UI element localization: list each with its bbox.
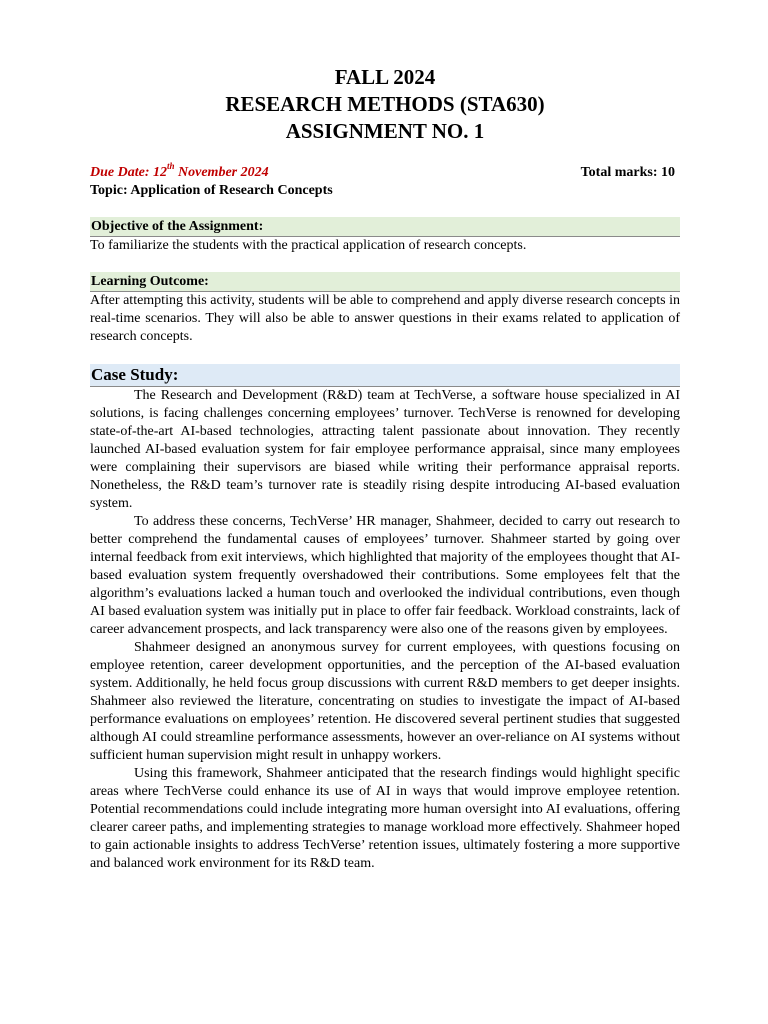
learning-outcome-text: After attempting this activity, students will be able to comprehend and apply diverse research concepts in real-time scenarios. They will also be able to answer questions in their exams related to application of research concepts.	[90, 293, 680, 344]
case-study-heading: Case Study:	[90, 364, 680, 387]
due-date	[90, 161, 269, 182]
course-title: RESEARCH METHODS (STA630)	[225, 92, 545, 116]
semester-title: FALL 2024	[334, 65, 436, 89]
meta-row	[90, 161, 680, 182]
total-marks: Total marks: 10	[580, 165, 675, 180]
case-study-paragraph-2: To address these concerns, TechVerse’ HR manager, Shahmeer, decided to carry out research to better comprehend the fundamental causes of employees’ turnover. Shahmeer started by going over internal feedback from exit interviews, which highlighted that majority of the employees thought that AI-based evaluation system frequently overshadowed their contributions. Some employees felt that the algorithm’s evaluations lacked a human touch and overlooked the individual contributions, even though AI based evaluation system was initially put in place to offer fair feedback. Workload constraints, lack of career advancement prospects, and lack transparency were also one of the reasons given by employees.	[90, 514, 680, 637]
case-study-paragraph-1: The Research and Development (R&D) team at TechVerse, a software house specialized in AI solutions, is facing challenges concerning employees’ turnover. TechVerse is renowned for developing state-of-the-art AI-based technologies, attracting talent passionate about innovation. They recently launched AI-based evaluation system for fair employee performance appraisal, since many employees were complaining their supervisors are biased while writing their performance appraisal reports. Nonetheless, the R&D team’s turnover rate is steadily rising despite introducing AI-based evaluation system.	[90, 388, 680, 511]
due-date-prefix: Due Date: 12	[90, 165, 167, 180]
due-date-sup: th	[167, 161, 175, 172]
assignment-title: ASSIGNMENT NO. 1	[285, 119, 485, 143]
learning-outcome-heading: Learning Outcome:	[90, 272, 680, 292]
case-study-paragraph-3: Shahmeer designed an anonymous survey for current employees, with questions focusing on employee retention, career development opportunities, and the perception of the AI-based evaluation system. Additionally, he held focus group discussions with current R&D members to get deeper insights. Shahmeer also reviewed the literature, concentrating on studies to investigate the impact of AI-based performance evaluations on employees’ retention. He discovered several pertinent studies that suggested although AI could streamline performance assessments, however an over-reliance on AI systems without sufficient human supervision might result in unhappy workers.	[90, 640, 680, 763]
title-block	[90, 64, 680, 145]
due-date-suffix: November 2024	[174, 165, 269, 180]
assignment-page	[90, 64, 680, 873]
topic: Topic: Application of Research Concepts	[90, 183, 333, 198]
objective-text: To familiarize the students with the practical application of research concepts.	[90, 238, 527, 253]
case-study-paragraph-4: Using this framework, Shahmeer anticipated that the research findings would highlight specific areas where TechVerse could enhance its use of AI in ways that would improve employee retention. Potential recommendations could include integrating more human oversight into AI evaluations, offering clearer career paths, and implementing strategies to manage workload more effectively. Shahmeer hoped to gain actionable insights to address TechVerse’ retention issues, ultimately fostering a more supportive and balanced work environment for its R&D team.	[90, 766, 680, 871]
objective-heading: Objective of the Assignment:	[90, 217, 680, 237]
